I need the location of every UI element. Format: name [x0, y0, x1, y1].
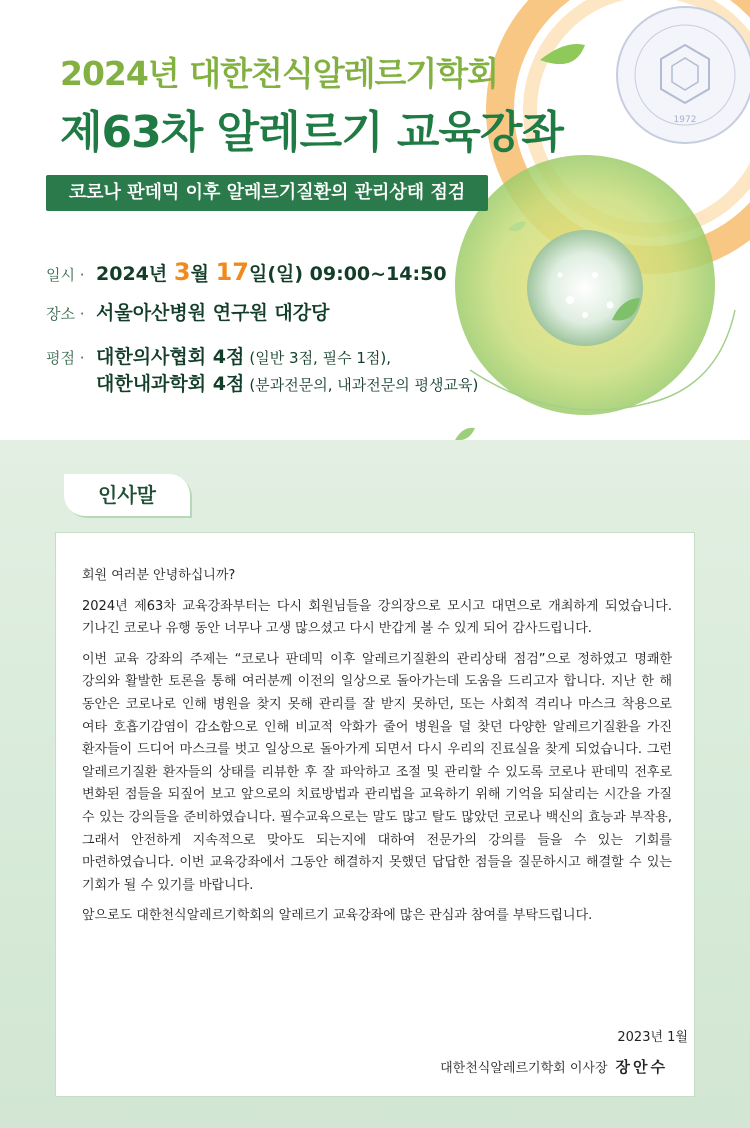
- greeting-body: [82, 565, 672, 936]
- signature: [440, 1056, 668, 1077]
- poster-header: [0, 0, 750, 440]
- credit-label: 평점 ·: [46, 349, 85, 367]
- signer-title: 대한천식알레르기학회 이사장: [440, 1061, 608, 1076]
- date-month: 3: [173, 258, 191, 286]
- photo-disc: [527, 230, 643, 346]
- date-year: 2024년: [96, 263, 168, 285]
- credit-1: 대한의사협회 4점: [96, 346, 245, 368]
- letter-date: 2023년 1월: [617, 1030, 688, 1045]
- credit-row-1: [46, 342, 391, 369]
- signer-name: 장안수: [615, 1058, 668, 1076]
- date-month-unit: 월: [190, 263, 209, 285]
- greeting-paragraph: 회원 여러분 안녕하십니까?: [82, 568, 236, 583]
- greeting-tab: [64, 474, 190, 516]
- title-line-2: 제63차 알레르기 교육강좌: [60, 107, 563, 158]
- academy-seal: [610, 0, 750, 150]
- place-label: 장소 ·: [46, 305, 85, 323]
- date-suffix: 일(일) 09:00~14:50: [248, 263, 447, 285]
- credit-row-2: [46, 369, 478, 396]
- seal-year: 1972: [673, 115, 697, 125]
- greeting-paragraph: 2024년 제63차 교육강좌부터는 다시 회원님들을 강의장으로 모시고 대면으로 개최하게 되었습니다. 기나긴 코로나 유행 동안 너무나 고생 많으셨고 다시 반갑게 볼 수 있게 되어 감사드립니다.: [82, 598, 672, 637]
- theme-banner: 코로나 판데믹 이후 알레르기질환의 관리상태 점검: [46, 175, 488, 211]
- date-row: [46, 258, 447, 286]
- place-value: 서울아산병원 연구원 대강당: [96, 302, 330, 324]
- date-day: 17: [215, 258, 249, 286]
- date-label: 일시 ·: [46, 266, 85, 284]
- credit-2: 대한내과학회 4점: [96, 373, 245, 395]
- greeting-paragraph: 앞으로도 대한천식알레르기학회의 알레르기 교육강좌에 많은 관심과 참여를 부탁드립니다.: [82, 908, 593, 924]
- greeting-tab-label: 인사말: [98, 483, 156, 507]
- greeting-paragraph: 이번 교육 강좌의 주제는 “코로나 판데믹 이후 알레르기질환의 관리상태 점검”으로 정하였고 명쾌한 강의와 활발한 토론을 통해 여러분께 이전의 일상으로 돌아가는데 도움을 드리고자 합니다. 지난 한 해 동안은 코로나로 인해 병원을 찾지 못해 관리를 잘 받지 못하던, 또는 사회적 격리나 마스크 착용으로 여타 호흡기감염이 감소함으로 인해 비교적 악화가 줄어 병원을 덜 찾던 다양한 알레르기질환을 가진 환자들이 드디어 마스크를 벗고 일상으로 돌아가게 되면서 다시 우리의 진료실을 찾게 되었습니다. 그런 알레르기질환 환자들의 상태를 리뷰한 후 잘 파악하고 조절 및 관리할 수 있도록 코로나 판데믹 전후로 변화된 점들을 되짚어 보고 앞으로의 치료방법과 관리법을 교육하기 위해 기억을 되살리는 시간을 가질 수 있는 강의들을 준비하였습니다. 필수교육으로는 말도 많고 탈도 많았던 코로나 백신의 효능과 부작용, 그래서 안전하게 지속적으로 맞아도 되는지에 대하여 전문가의 강의를 들을 수 있는 기회를 마련하였습니다. 이번 교육강좌에서 그동안 해결하지 못했던 답답한 점들을 질문하시고 해결할 수 있는 기회가 될 수 있기를 바랍니다.: [82, 651, 672, 893]
- title-line-1: 2024년 대한천식알레르기학회: [60, 54, 498, 93]
- credit-1-note: (일반 3점, 필수 1점),: [249, 349, 391, 367]
- leaf-3: [455, 428, 475, 440]
- credit-2-note: (분과전문의, 내과전문의 평생교육): [249, 376, 479, 394]
- place-row: [46, 298, 329, 325]
